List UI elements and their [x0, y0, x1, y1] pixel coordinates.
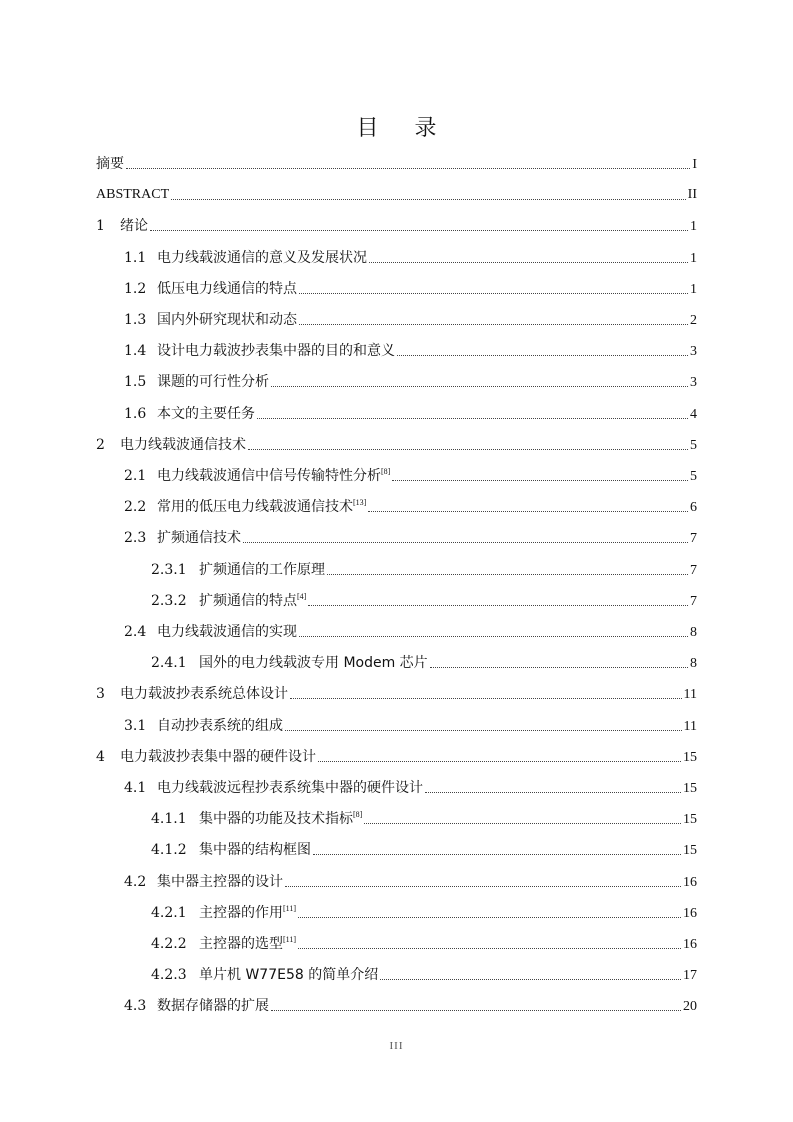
toc-entry-page: 6 — [690, 500, 697, 516]
toc-entry-title — [96, 153, 124, 175]
toc-entry-page: 15 — [683, 812, 697, 828]
toc-entry-page: 7 — [690, 531, 697, 547]
toc-entry-title-text: 电力线载波通信中信号传输特性分析 — [157, 468, 381, 484]
toc-entry-page: II — [687, 187, 697, 203]
toc-dot-leader — [313, 854, 681, 855]
toc-title-part2: 录 — [414, 116, 437, 141]
toc-entry-number: 2.4 — [124, 624, 147, 640]
toc-dot-leader — [285, 886, 681, 887]
toc-entry-number: 1.2 — [124, 280, 147, 297]
toc-title-part1: 目 — [356, 116, 379, 141]
toc-entry-number: 4.2 — [124, 873, 147, 890]
toc-dot-leader — [368, 511, 688, 512]
toc-entry-page: 11 — [683, 687, 697, 703]
toc-entry-number: 4 — [96, 748, 105, 765]
toc-entry[interactable] — [151, 964, 697, 986]
toc-entry-title — [199, 902, 296, 924]
toc-entry-page: 8 — [690, 656, 697, 672]
toc-entry-title — [157, 403, 255, 425]
toc-entry[interactable] — [124, 403, 697, 425]
toc-entry-title-text: 电力载波抄表系统总体设计 — [120, 686, 288, 703]
toc-entry-title-text: 国内外研究现状和动态 — [157, 312, 297, 328]
toc-entry[interactable] — [151, 902, 697, 924]
toc-entry-title — [199, 964, 378, 986]
toc-entry-number: 3 — [96, 686, 105, 703]
toc-entry[interactable] — [96, 683, 697, 705]
toc-entry-title — [157, 621, 297, 643]
toc-entry-title — [120, 746, 316, 768]
toc-dot-leader — [248, 449, 688, 450]
toc-entry-number: 1.6 — [124, 405, 147, 422]
toc-entry-number: 4.3 — [124, 998, 147, 1015]
toc-entry-title — [157, 715, 283, 737]
toc-entry-title — [120, 215, 148, 237]
toc-entry-page: 15 — [683, 843, 697, 859]
toc-entry-page: 11 — [683, 718, 697, 734]
toc-entry-title-text: 绪论 — [120, 218, 148, 235]
toc-entry-title-text: 集中器主控器的设计 — [157, 873, 283, 890]
toc-entry-number: 2.3 — [124, 530, 147, 547]
toc-dot-leader — [430, 667, 688, 668]
toc-entry-page: 1 — [690, 250, 697, 266]
toc-entry-title — [199, 933, 296, 955]
toc-entry-title-text: 设计电力载波抄表集中器的目的和意义 — [157, 343, 395, 360]
citation-reference: [11] — [283, 935, 297, 944]
citation-reference: [11] — [283, 903, 297, 913]
toc-entry-title-text: 主控器的作用 — [199, 904, 283, 921]
toc-dot-leader — [327, 574, 688, 575]
toc-entry[interactable] — [124, 995, 697, 1017]
toc-entry-number: 1.4 — [124, 343, 147, 360]
toc-entry-title-text: 集中器的结构框图 — [199, 842, 311, 859]
toc-entry[interactable] — [124, 278, 697, 300]
toc-entry[interactable] — [151, 933, 697, 955]
toc-entry-number: 2.1 — [124, 468, 147, 484]
toc-entry-title — [199, 808, 362, 830]
page-footer-number: III — [389, 1040, 404, 1052]
toc-dot-leader — [290, 698, 682, 699]
toc-entry-title — [157, 309, 297, 331]
toc-entry-title — [157, 340, 395, 362]
toc-entry-page: 3 — [690, 375, 697, 391]
toc-entry-title-text: 课题的可行性分析 — [157, 374, 269, 391]
toc-entry[interactable] — [124, 871, 697, 893]
toc-entry-page: 2 — [690, 313, 697, 328]
toc-entry-title-text: 电力载波抄表集中器的硬件设计 — [120, 748, 316, 765]
toc-entry-page: 15 — [683, 781, 697, 796]
toc-entry[interactable] — [124, 465, 697, 487]
toc-entry-number: 1.3 — [124, 312, 147, 328]
toc-entry[interactable] — [151, 559, 697, 581]
toc-entry[interactable] — [96, 434, 697, 456]
toc-entry-page: 7 — [690, 593, 697, 609]
toc-entry[interactable] — [124, 340, 697, 362]
toc-entry-page: 20 — [683, 999, 697, 1015]
toc-entry-page: 4 — [690, 406, 697, 422]
toc-entry-title-text: 集中器的功能及技术指标 — [199, 811, 353, 828]
toc-entry-title-text: ABSTRACT — [96, 187, 170, 203]
toc-entry-title-text: 本文的主要任务 — [157, 405, 255, 422]
toc-entry-number: 4.2.1 — [151, 904, 187, 921]
toc-dot-leader — [392, 480, 688, 481]
toc-entry[interactable] — [124, 371, 697, 393]
toc-entry-title-text: 扩频通信的特点 — [199, 592, 297, 609]
citation-reference: [4] — [297, 591, 307, 601]
toc-entry-number: 2.3.2 — [151, 592, 187, 609]
toc-entry-page: 5 — [690, 437, 697, 453]
toc-entry-page: 1 — [690, 219, 697, 235]
toc-entry-title — [157, 777, 423, 799]
toc-dot-leader — [150, 230, 688, 231]
toc-entry-number: 2 — [96, 436, 105, 453]
citation-reference: [8] — [381, 467, 391, 476]
toc-entry[interactable] — [124, 247, 697, 269]
toc-entry-number: 4.2.2 — [151, 936, 187, 952]
toc-dot-leader — [271, 386, 688, 387]
toc-entry-title-text: 常用的低压电力线载波通信技术 — [157, 499, 353, 516]
toc-dot-leader — [271, 1010, 681, 1011]
toc-entry-title — [157, 278, 297, 300]
toc-entry-number: 4.1.1 — [151, 811, 187, 828]
toc-dot-leader — [299, 636, 688, 637]
toc-entry-number: 2.4.1 — [151, 655, 187, 672]
toc-dot-leader — [243, 542, 688, 543]
toc-dot-leader — [425, 792, 681, 793]
toc-entry-page: 3 — [690, 344, 697, 360]
toc-entry-title-text: 单片机 W77E58 的简单介绍 — [199, 967, 379, 984]
toc-entry[interactable] — [151, 839, 697, 861]
toc-dot-leader — [171, 199, 686, 200]
toc-entry-title — [157, 371, 269, 393]
toc-entry-title — [199, 839, 311, 861]
toc-entry[interactable] — [124, 621, 697, 643]
toc-entry[interactable] — [96, 184, 697, 206]
toc-entry-title-text: 低压电力线通信的特点 — [157, 280, 297, 297]
toc-entry-number: 1.5 — [124, 374, 147, 391]
toc-entry-page: 1 — [690, 281, 697, 297]
citation-reference: [13] — [353, 498, 367, 508]
toc-entry-title — [157, 995, 269, 1017]
toc-entry[interactable] — [124, 777, 697, 799]
toc-entry-page: 8 — [690, 625, 697, 640]
toc-entry-page: 16 — [683, 874, 697, 890]
toc-dot-leader — [285, 730, 682, 731]
toc-entry[interactable] — [96, 746, 697, 768]
toc-entry-page: 15 — [683, 749, 697, 765]
toc-entry-title-text: 主控器的选型 — [199, 936, 283, 952]
toc-dot-leader — [257, 418, 688, 419]
toc-entry[interactable] — [124, 496, 697, 518]
toc-entry-title — [157, 247, 367, 269]
toc-entry-title — [157, 871, 283, 893]
toc-entry-title-text: 扩频通信技术 — [157, 530, 241, 547]
toc-title — [0, 111, 793, 142]
toc-entry-title — [120, 683, 288, 705]
toc-entry-title — [157, 465, 390, 487]
toc-entry-title — [199, 652, 428, 674]
toc-dot-leader — [299, 293, 688, 294]
toc-entry-number: 4.2.3 — [151, 967, 187, 984]
toc-entry-title-text: 自动抄表系统的组成 — [157, 717, 283, 734]
toc-entry[interactable] — [124, 527, 697, 549]
toc-dot-leader — [369, 262, 688, 263]
citation-reference: [8] — [353, 810, 363, 820]
toc-entry-title — [96, 184, 169, 206]
toc-entry-title-text: 电力线载波通信技术 — [120, 436, 246, 453]
toc-dot-leader — [308, 605, 688, 606]
toc-entry-title-text: 电力线载波远程抄表系统集中器的硬件设计 — [157, 780, 423, 796]
toc-entry-number: 3.1 — [124, 717, 147, 734]
toc-entry-page: 16 — [683, 937, 697, 952]
toc-entry[interactable] — [96, 153, 697, 175]
toc-entry-number: 1 — [96, 218, 105, 235]
toc-entry[interactable] — [124, 309, 697, 331]
toc-entry-page: 17 — [683, 968, 697, 984]
toc-entry-title-text: 摘要 — [96, 156, 124, 172]
toc-entry[interactable] — [151, 808, 697, 830]
toc-entry[interactable] — [151, 590, 697, 612]
toc-dot-leader — [298, 948, 681, 949]
toc-dot-leader — [298, 917, 681, 918]
toc-entry-number: 1.1 — [124, 249, 147, 266]
toc-entry[interactable] — [96, 215, 697, 237]
toc-entry-title — [199, 590, 306, 612]
toc-dot-leader — [380, 979, 681, 980]
toc-entry-page: 5 — [690, 469, 697, 484]
toc-dot-leader — [318, 761, 681, 762]
toc-entry-title — [157, 496, 366, 518]
toc-dot-leader — [397, 355, 688, 356]
toc-entry-title — [120, 434, 246, 456]
toc-entry-page: I — [692, 157, 697, 172]
toc-entry-number: 2.3.1 — [151, 561, 187, 578]
toc-entry-number: 2.2 — [124, 499, 147, 516]
toc-entry[interactable] — [151, 652, 697, 674]
toc-entry-page: 7 — [690, 562, 697, 578]
toc-dot-leader — [126, 168, 690, 169]
toc-entry-number: 4.1.2 — [151, 842, 187, 859]
toc-dot-leader — [299, 324, 688, 325]
toc-entry[interactable] — [124, 715, 697, 737]
toc-entry-page: 16 — [683, 905, 697, 921]
toc-entry-number: 4.1 — [124, 780, 147, 796]
toc-entry-title-text: 电力线载波通信的实现 — [157, 624, 297, 640]
toc-entry-title — [157, 527, 241, 549]
toc-entry-title-text: 扩频通信的工作原理 — [199, 561, 325, 578]
toc-dot-leader — [364, 823, 681, 824]
toc-entry-title-text: 国外的电力线载波专用 Modem 芯片 — [199, 655, 428, 672]
toc-entry-title — [199, 559, 325, 581]
toc-entry-title-text: 电力线载波通信的意义及发展状况 — [157, 249, 367, 266]
toc-entry-title-text: 数据存储器的扩展 — [157, 998, 269, 1015]
